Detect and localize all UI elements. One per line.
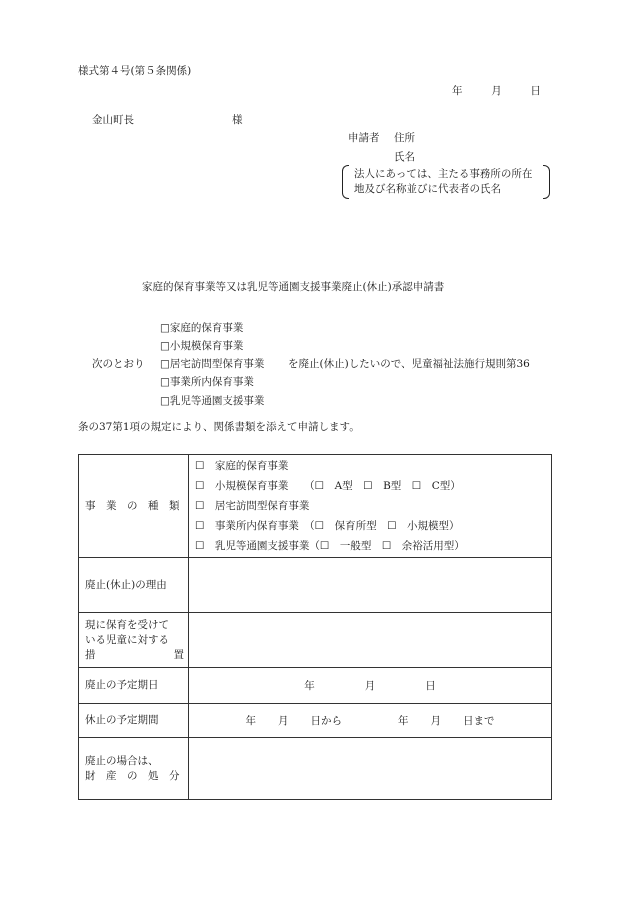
row-reason xyxy=(79,558,552,613)
suspension-from-day: 日から xyxy=(310,715,342,727)
bracket-right xyxy=(543,165,550,199)
checklist-item-2: □小規模保育事業 xyxy=(160,340,244,352)
applicant-note-line1: 法人にあっては、主たる事務所の所在 xyxy=(354,168,533,180)
applicant-label: 申請者 xyxy=(348,132,380,144)
bracket-left xyxy=(342,165,349,199)
suspension-to-month: 月 xyxy=(430,715,441,727)
checklist-item-1: □家庭的保育事業 xyxy=(160,322,244,334)
row-measures xyxy=(79,613,552,668)
row-abolition-date xyxy=(79,668,552,704)
suspension-period-label: 休止の予定期間 xyxy=(79,704,189,738)
measures-line2: いる児童に対する xyxy=(85,633,169,646)
option-family-childcare[interactable]: ☐ 家庭的保育事業 xyxy=(195,460,289,472)
business-type-label: 事 業 の 種 類 xyxy=(79,455,189,558)
suspension-from-year: 年 xyxy=(245,715,256,727)
option-home-visit[interactable]: ☐ 居宅訪問型保育事業 xyxy=(195,500,310,512)
disposal-line2: 財 産 の 処 分 xyxy=(85,769,180,782)
row-suspension-period xyxy=(79,704,552,738)
date-day: 日 xyxy=(530,85,541,97)
measures-label xyxy=(79,613,189,668)
form-number: 様式第４号(第５条関係) xyxy=(78,65,192,77)
suspension-to-year: 年 xyxy=(398,715,409,727)
body-line2: 条の37第1項の規定により、関係書類を添えて申請します。 xyxy=(78,421,360,433)
suspension-to-day: 日まで xyxy=(463,715,495,727)
date-line xyxy=(452,84,541,98)
measures-field[interactable] xyxy=(189,613,552,668)
abolition-day: 日 xyxy=(425,680,436,692)
checklist-item-5: □乳児等通園支援事業 xyxy=(160,395,265,407)
date-month: 月 xyxy=(491,85,502,97)
option-infant-commute[interactable]: ☐ 乳児等通園支援事業（☐ 一般型 ☐ 余裕活用型） xyxy=(195,540,465,552)
measures-line3 xyxy=(85,648,184,663)
applicant-note-bracket xyxy=(342,165,550,199)
business-type-options xyxy=(189,455,552,558)
disposal-label xyxy=(79,738,189,800)
body-continuation: を廃止(休止)したいので、児童福祉法施行規則第36 xyxy=(288,358,530,370)
measures-line3a: 措 xyxy=(85,648,96,661)
option-workplace[interactable]: ☐ 事業所内保育事業 （☐ 保育所型 ☐ 小規模型） xyxy=(195,520,460,532)
checklist-item-3: □居宅訪問型保育事業 xyxy=(160,358,265,370)
application-table xyxy=(78,454,552,800)
abolition-year: 年 xyxy=(304,680,315,692)
row-disposal xyxy=(79,738,552,800)
suspension-from-month: 月 xyxy=(278,715,289,727)
body-intro: 次のとおり xyxy=(92,358,145,370)
measures-line1: 現に保育を受けて xyxy=(85,618,169,631)
date-year: 年 xyxy=(452,85,463,97)
addressee-honorific: 様 xyxy=(232,114,243,126)
row-business-type xyxy=(79,455,552,558)
disposal-line1: 廃止の場合は、 xyxy=(85,754,159,767)
measures-line3b: 置 xyxy=(173,648,184,661)
page-title: 家庭的保育事業等又は乳児等通園支援事業廃止(休止)承認申請書 xyxy=(142,281,445,293)
abolition-month: 月 xyxy=(364,680,376,692)
addressee-name: 金山町長 xyxy=(92,114,134,126)
applicant-note xyxy=(354,167,532,197)
reason-field[interactable] xyxy=(189,558,552,613)
abolition-date-field[interactable] xyxy=(189,668,552,704)
applicant-name-label: 氏名 xyxy=(394,151,415,163)
checklist-item-4: □事業所内保育事業 xyxy=(160,376,254,388)
reason-label: 廃止(休止)の理由 xyxy=(79,558,189,613)
abolition-date-label: 廃止の予定期日 xyxy=(79,668,189,704)
applicant-address-label: 住所 xyxy=(394,132,415,144)
suspension-period-field[interactable] xyxy=(189,704,552,738)
option-small-scale[interactable]: ☐ 小規模保育事業 （☐ A型 ☐ B型 ☐ C型） xyxy=(195,480,461,492)
applicant-note-line2: 地及び名称並びに代表者の氏名 xyxy=(354,183,501,195)
disposal-field[interactable] xyxy=(189,738,552,800)
